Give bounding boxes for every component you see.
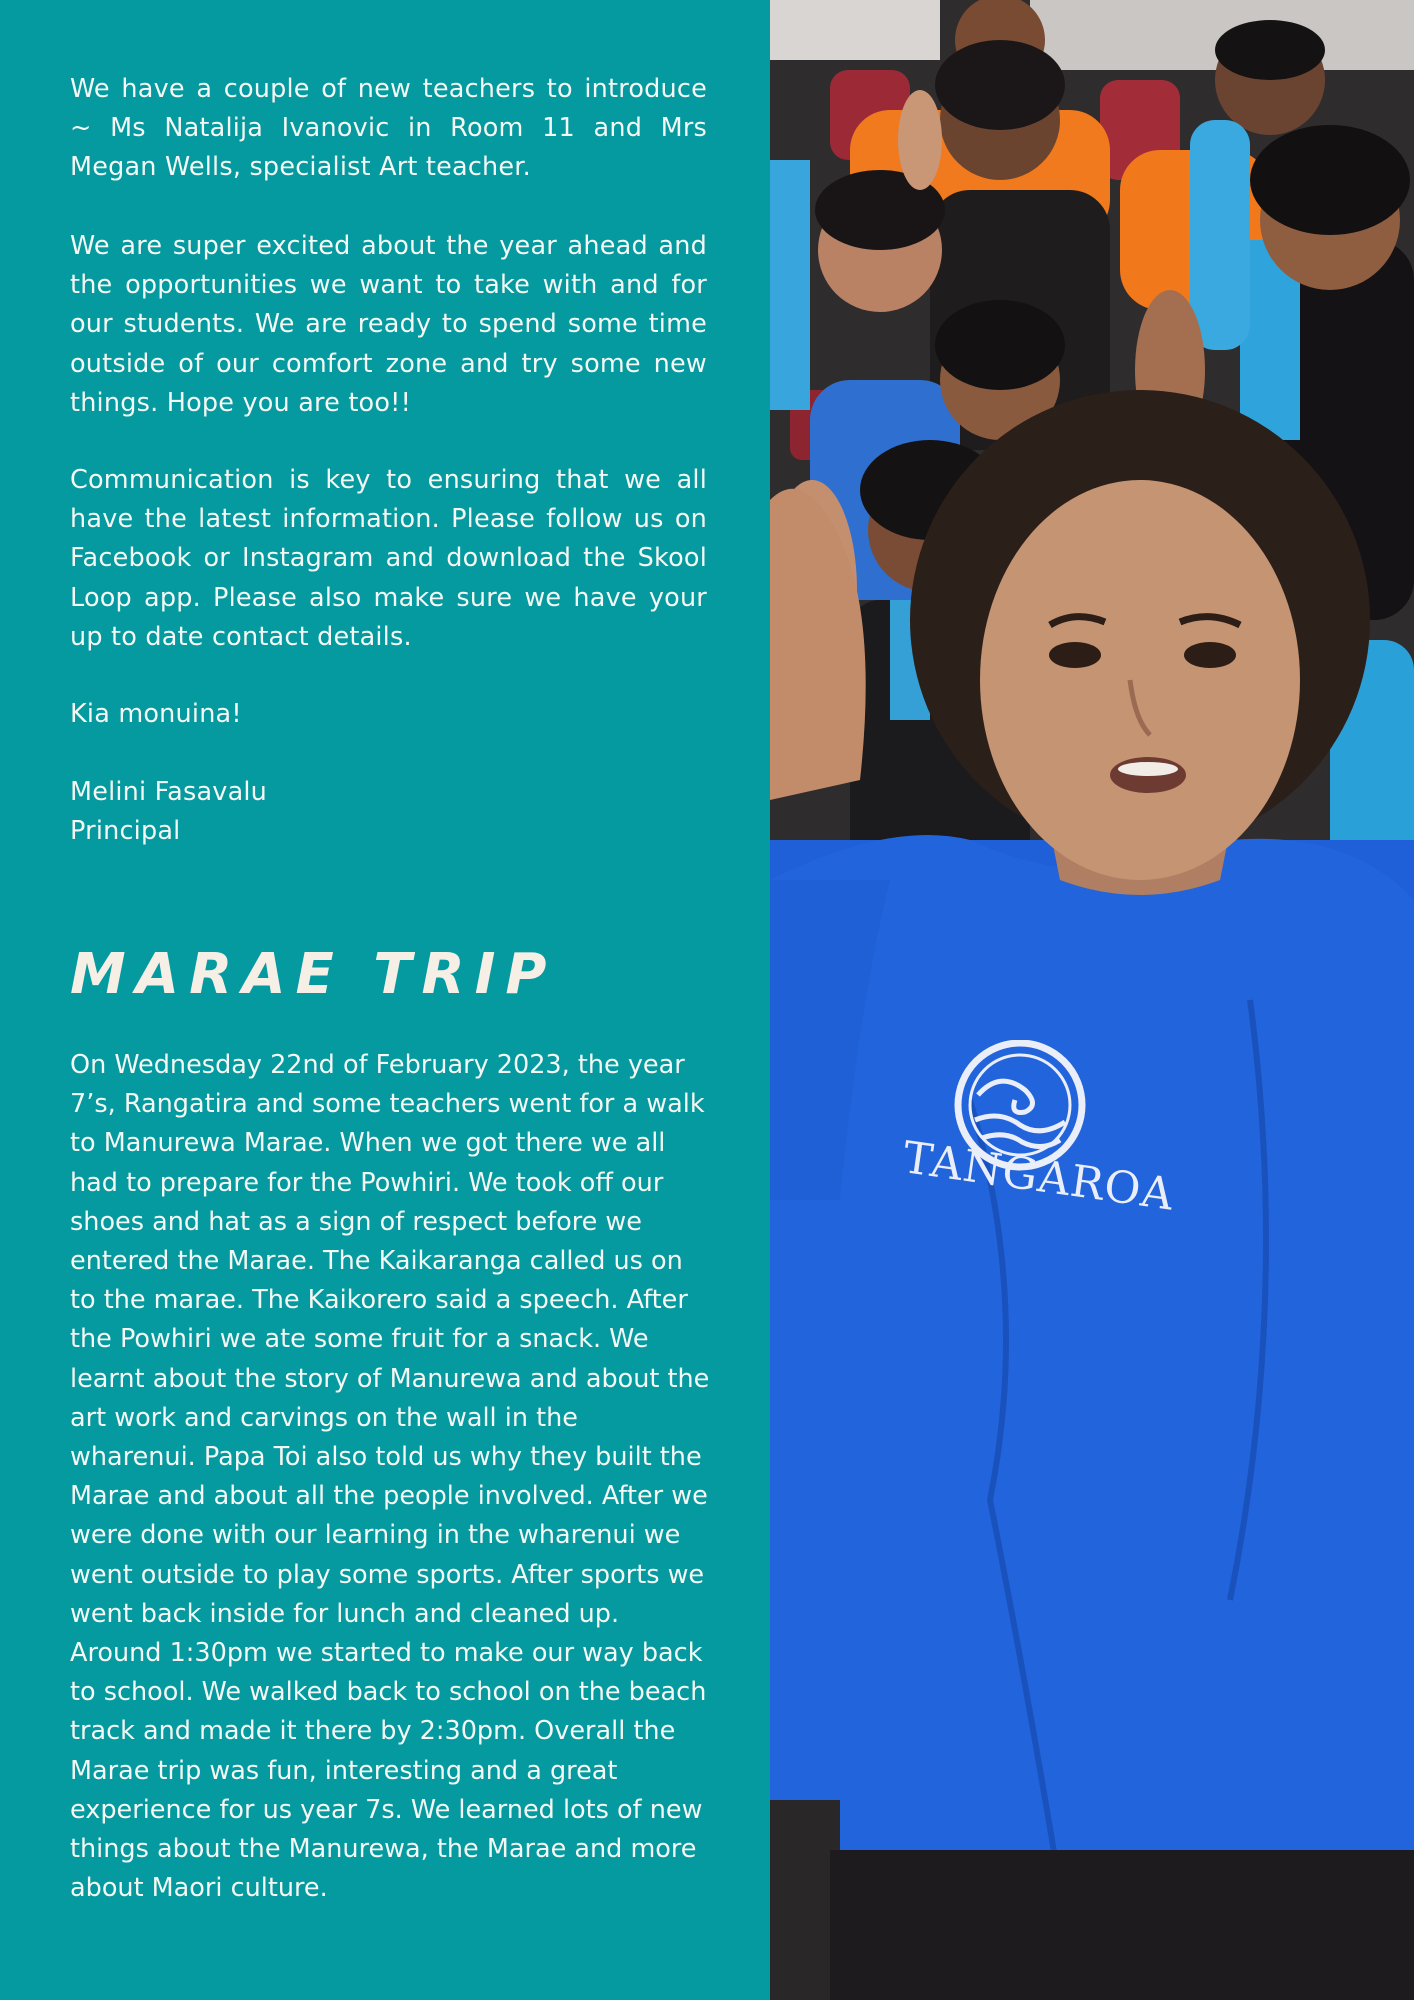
intro-paragraph-communication: Communication is key to ensuring that we all have the latest information. Please follow us on Facebook or Instagram and download the Skool Loop app. Please also make sure we have your up to date contact details.: [70, 465, 707, 652]
students-photo: [770, 0, 1414, 2000]
shirt-text: TANGAROA: [899, 1132, 1178, 1221]
signer-name: Melini Fasavalu: [70, 777, 268, 807]
photo-illustration: [770, 0, 1414, 2000]
marae-trip-story: On Wednesday 22nd of February 2023, the year 7’s, Rangatira and some teachers went for a walk to Manurewa Marae. When we got there we all had to prepare for the Powhiri. We took off our shoes and hat as a sign of respect before we entered the Marae. The Kaikaranga called us on to the marae. The Kaikorero said a speech. After the Powhiri we ate some fruit for a snack. We learnt about the story of Manurewa and about the art work and carvings on the wall in the wharenui. Papa Toi also told us why they built the Marae and about all the people involved. After we were done with our learning in the wharenui we went outside to play some sports. After sports we went back inside for lunch and cleaned up. Around 1:30pm we started to make our way back to school. We walked back to school on the beach track and made it there by 2:30pm. Overall the Marae trip was fun, interesting and a great experience for us year 7s. We learned lots of new things about the Manurewa, the Marae and more about Maori culture.: [70, 1050, 710, 1904]
intro-paragraph-teachers: We have a couple of new teachers to introduce ~ Ms Natalija Ivanovic in Room 11 and Mrs Megan Wells, specialist Art teacher.: [70, 74, 707, 183]
signoff: Kia monuina!: [70, 699, 242, 729]
signer-title: Principal: [70, 816, 181, 847]
marae-trip-heading: MARAE TRIP: [70, 942, 557, 1007]
intro-paragraph-year-ahead: We are super excited about the year ahead and the opportunities we want to take with and for our students. We are ready to spend some time outside of our comfort zone and try some new things. Hope you are too!!: [70, 231, 707, 418]
signature-block: [70, 773, 707, 851]
